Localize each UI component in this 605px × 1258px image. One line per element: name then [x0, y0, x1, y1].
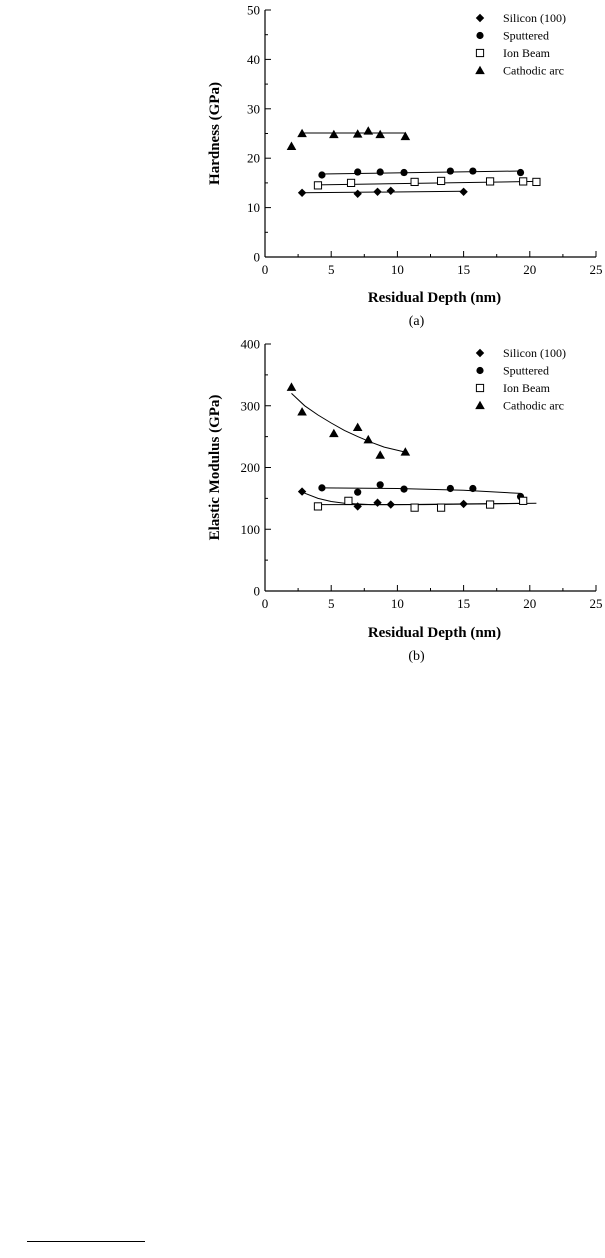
data-point: [411, 504, 418, 511]
footnote-rule: [27, 1241, 145, 1242]
data-point: [373, 188, 381, 196]
data-point: [363, 435, 373, 443]
data-point: [347, 179, 354, 186]
y-tick-label: 0: [253, 583, 260, 599]
data-point: [486, 178, 493, 185]
data-point: [520, 497, 527, 504]
data-point: [314, 182, 321, 189]
legend-label: Silicon (100): [503, 346, 566, 360]
legend-marker: [476, 349, 484, 357]
x-tick-label: 0: [261, 596, 269, 611]
data-point: [353, 190, 361, 198]
y-axis-label: Hardness (GPa): [207, 82, 223, 185]
panel-label: (a): [408, 314, 425, 329]
data-point: [437, 177, 444, 184]
chart-panel-a: [207, 3, 603, 330]
fit-line: [322, 488, 521, 494]
x-tick-label: 25: [589, 262, 603, 277]
series-cathodic-arc: [287, 382, 410, 458]
data-point: [354, 489, 361, 496]
data-point: [377, 481, 384, 488]
x-tick-label: 15: [457, 596, 471, 611]
x-tick-label: 10: [390, 262, 404, 277]
data-point: [469, 167, 476, 174]
legend-label: Ion Beam: [503, 381, 550, 395]
fit-line: [302, 492, 536, 504]
series-cathodic-arc: [287, 126, 410, 150]
legend-marker: [476, 49, 483, 56]
data-point: [329, 429, 339, 437]
y-axis-label: Elastic Modulus (GPa): [207, 394, 223, 541]
data-point: [447, 167, 454, 174]
x-axis-label: Residual Depth (nm): [367, 290, 502, 306]
series-sputtered: [318, 167, 524, 178]
y-tick-label: 40: [247, 51, 260, 67]
legend-label: Silicon (100): [503, 11, 566, 25]
legend-marker: [476, 32, 483, 39]
y-tick-label: 30: [247, 101, 260, 117]
x-tick-label: 5: [327, 262, 335, 277]
x-tick-label: 5: [327, 596, 335, 611]
y-tick-label: 300: [240, 398, 260, 414]
chart-panel-b: [207, 337, 603, 665]
data-point: [377, 168, 384, 175]
legend: [475, 11, 566, 78]
x-tick-label: 10: [390, 596, 404, 611]
fit-line: [292, 393, 406, 452]
data-point: [363, 126, 373, 134]
legend-label: Cathodic arc: [503, 398, 564, 413]
data-point: [459, 188, 467, 196]
legend-label: Ion Beam: [503, 46, 550, 60]
legend-marker: [475, 401, 485, 409]
y-tick-label: 400: [240, 336, 260, 352]
data-point: [533, 178, 540, 185]
legend-marker: [476, 14, 484, 22]
data-point: [314, 503, 321, 510]
x-tick-label: 0: [261, 262, 269, 277]
data-point: [354, 168, 361, 175]
data-point: [329, 130, 339, 138]
legend-label: Cathodic arc: [503, 63, 564, 78]
x-tick-label: 15: [457, 262, 471, 277]
x-tick-label: 25: [589, 596, 603, 611]
data-point: [345, 497, 352, 504]
data-point: [297, 407, 307, 415]
data-point: [353, 423, 363, 431]
data-point: [387, 500, 395, 508]
data-point: [400, 169, 407, 176]
legend-label: Sputtered: [503, 363, 549, 378]
legend-marker: [475, 66, 485, 74]
panel-label: (b): [408, 649, 425, 664]
data-point: [318, 484, 325, 491]
data-point: [387, 187, 395, 195]
data-point: [318, 171, 325, 178]
fit-line: [322, 171, 521, 174]
legend-marker: [476, 367, 483, 374]
y-tick-label: 100: [240, 521, 260, 537]
data-point: [411, 178, 418, 185]
y-tick-label: 0: [253, 249, 260, 265]
data-point: [373, 498, 381, 506]
data-point: [486, 501, 493, 508]
y-tick-label: 10: [247, 200, 260, 216]
x-tick-label: 20: [523, 262, 537, 277]
data-point: [287, 142, 297, 150]
data-point: [459, 500, 467, 508]
data-point: [375, 450, 385, 458]
legend-label: Sputtered: [503, 28, 549, 43]
data-point: [298, 189, 306, 197]
legend-marker: [476, 384, 483, 391]
x-tick-label: 20: [523, 596, 537, 611]
data-point: [400, 486, 407, 493]
legend: [475, 346, 566, 413]
x-axis-label: Residual Depth (nm): [367, 625, 502, 641]
y-tick-label: 200: [240, 460, 260, 475]
data-point: [287, 382, 297, 390]
y-tick-label: 50: [247, 2, 260, 18]
data-point: [447, 485, 454, 492]
fit-line: [302, 191, 464, 193]
data-point: [469, 485, 476, 492]
data-point: [375, 130, 385, 138]
data-point: [298, 487, 306, 495]
data-point: [520, 178, 527, 185]
data-point: [437, 504, 444, 511]
y-tick-label: 20: [247, 150, 260, 166]
data-point: [517, 169, 524, 176]
